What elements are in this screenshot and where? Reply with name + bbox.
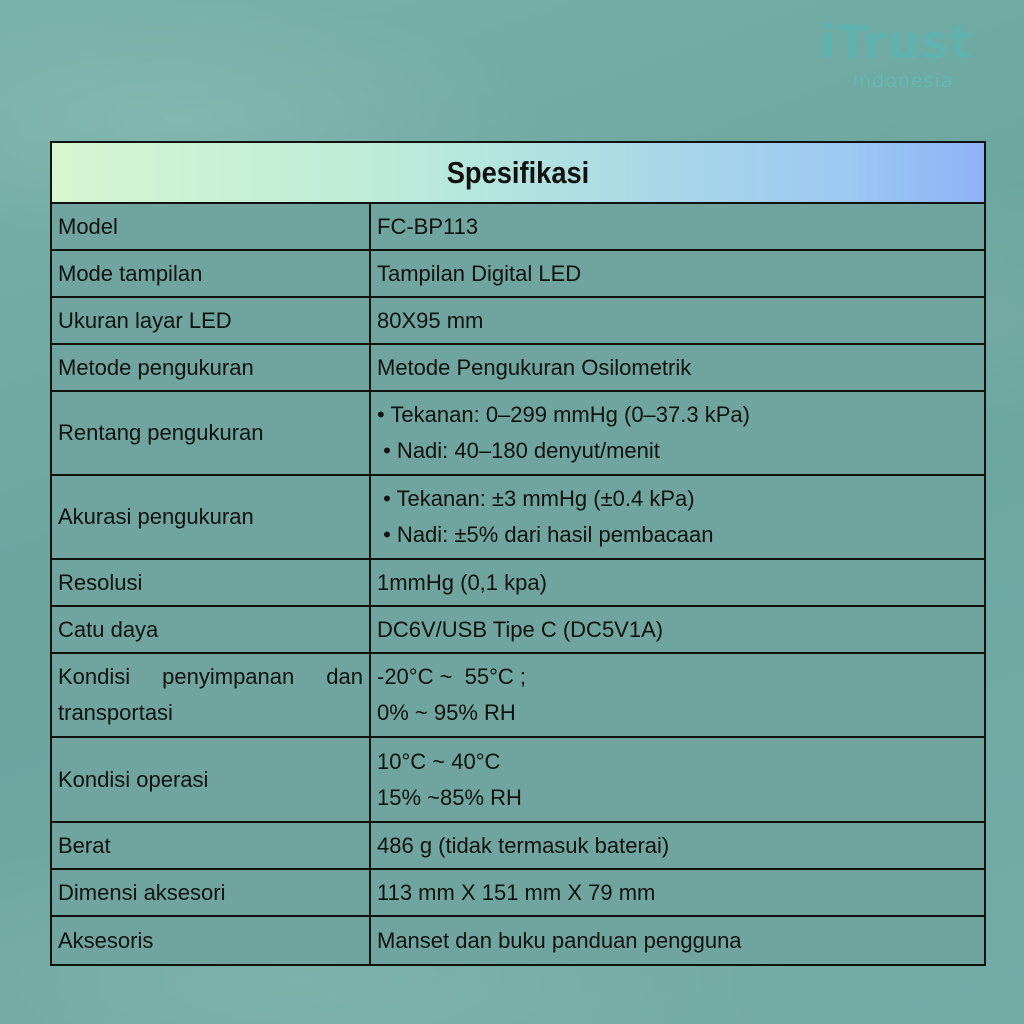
- spec-value-line: • Nadi: ±5% dari hasil pembacaan: [377, 522, 714, 547]
- spec-value-line: Manset dan buku panduan pengguna: [377, 927, 742, 953]
- brand-logo: [806, 14, 986, 92]
- spec-value-line: • Tekanan: 0–299 mmHg (0–37.3 kPa): [377, 402, 750, 427]
- spec-value: [371, 560, 984, 605]
- spec-row-measurement-range: [52, 392, 984, 476]
- spec-table: [50, 141, 986, 966]
- spec-value-line: 15% ~85% RH: [377, 784, 522, 810]
- spec-label: Kondisi operasi: [52, 738, 371, 821]
- spec-row-weight: [52, 823, 984, 870]
- spec-row-display-mode: [52, 251, 984, 298]
- spec-label: Berat: [52, 823, 371, 868]
- spec-value: [371, 823, 984, 868]
- spec-row-resolution: [52, 560, 984, 607]
- spec-value-line: 486 g (tidak termasuk baterai): [377, 832, 670, 858]
- spec-row-storage-conditions: [52, 654, 984, 738]
- spec-value-line: -20°C ~ 55°C ;: [377, 664, 527, 689]
- spec-value-line: Tampilan Digital LED: [377, 260, 582, 286]
- spec-value: [371, 345, 984, 390]
- spec-value: [371, 298, 984, 343]
- brand-subtitle: Indonesia: [852, 70, 954, 92]
- spec-label: Mode tampilan: [52, 251, 371, 296]
- spec-value-line: 10°C ~ 40°C: [377, 748, 501, 774]
- spec-label: Aksesoris: [52, 917, 371, 964]
- spec-label: Metode pengukuran: [52, 345, 371, 390]
- spec-label-word: Kondisi: [58, 664, 131, 689]
- brand-name: iTrust: [819, 15, 973, 69]
- spec-row-dimensions: [52, 870, 984, 917]
- spec-value: [371, 476, 984, 558]
- spec-value: [371, 251, 984, 296]
- spec-value: [371, 738, 984, 821]
- spec-row-screen-size: [52, 298, 984, 345]
- spec-value-line: 1mmHg (0,1 kpa): [377, 569, 547, 595]
- spec-value: [371, 917, 984, 964]
- spec-row-accuracy: [52, 476, 984, 560]
- spec-row-operating-conditions: [52, 738, 984, 823]
- spec-row-power-supply: [52, 607, 984, 654]
- spec-row-accessories: [52, 917, 984, 964]
- spec-value-line: 113 mm X 151 mm X 79 mm: [377, 879, 656, 905]
- spec-value: [371, 607, 984, 652]
- spec-label: Rentang pengukuran: [52, 392, 371, 474]
- spec-label-line: transportasi: [58, 700, 173, 725]
- spec-table-title: Spesifikasi: [446, 154, 590, 190]
- spec-label: Ukuran layar LED: [52, 298, 371, 343]
- spec-label: Model: [52, 204, 371, 249]
- spec-value-line: FC-BP113: [377, 213, 479, 239]
- spec-value: [371, 654, 984, 736]
- spec-value-line: DC6V/USB Tipe C (DC5V1A): [377, 616, 664, 642]
- spec-value: [371, 392, 984, 474]
- spec-value-line: 0% ~ 95% RH: [377, 700, 516, 725]
- spec-label: Resolusi: [52, 560, 371, 605]
- spec-table-header: [52, 143, 984, 204]
- spec-row-model: [52, 204, 984, 251]
- spec-value-line: • Tekanan: ±3 mmHg (±0.4 kPa): [377, 486, 695, 511]
- spec-value-line: 80X95 mm: [377, 307, 484, 333]
- spec-value-line: Metode Pengukuran Osilometrik: [377, 354, 692, 380]
- spec-value: [371, 204, 984, 249]
- spec-label: Akurasi pengukuran: [52, 476, 371, 558]
- spec-value-line: • Nadi: 40–180 denyut/menit: [377, 438, 660, 463]
- spec-label: [52, 654, 371, 736]
- spec-row-measurement-method: [52, 345, 984, 392]
- spec-label-word: penyimpanan: [162, 664, 295, 689]
- spec-value: [371, 870, 984, 915]
- spec-label: Dimensi aksesori: [52, 870, 371, 915]
- spec-label-line: [58, 659, 363, 695]
- spec-label-word: dan: [326, 664, 363, 689]
- spec-label: Catu daya: [52, 607, 371, 652]
